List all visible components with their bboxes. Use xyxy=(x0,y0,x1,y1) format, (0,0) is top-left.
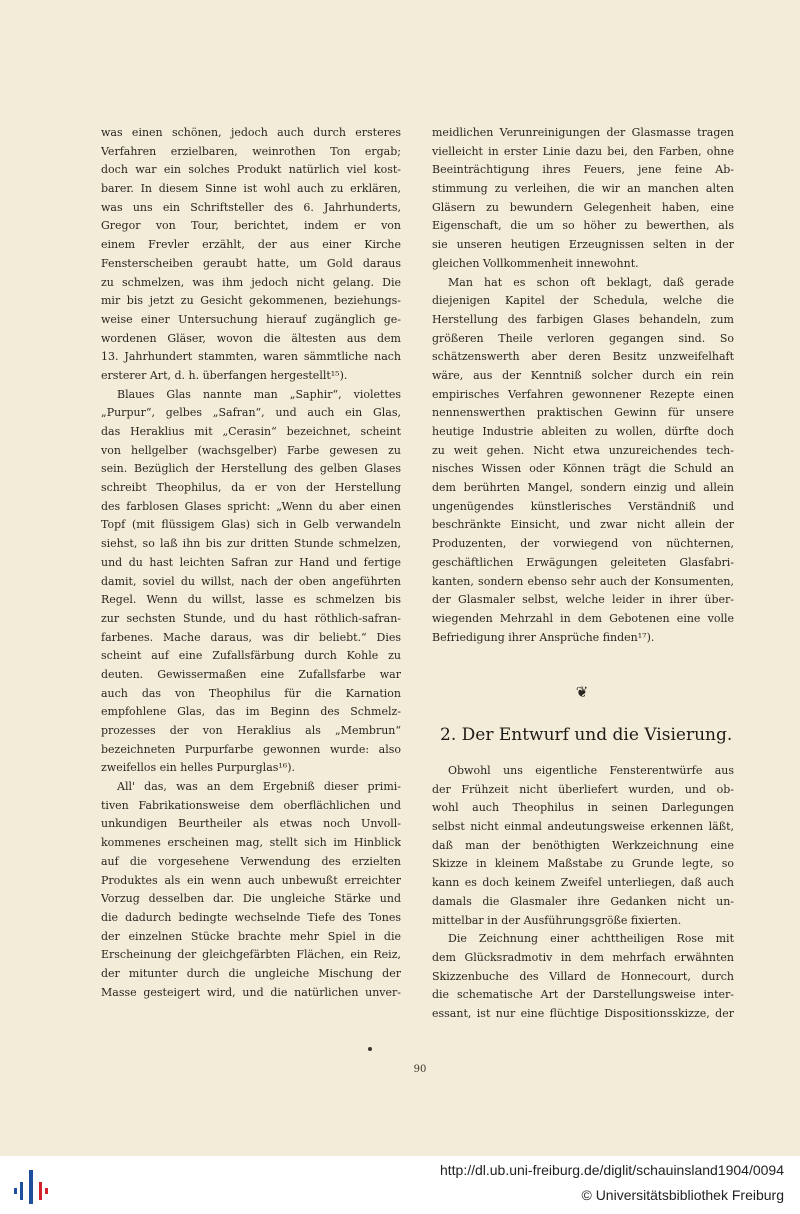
text-line: prozesses der von Heraklius als „Membrun“ xyxy=(101,724,401,737)
text-line: einem Frevler erzählt, der aus einer Kirche xyxy=(101,238,401,252)
text-line: „Purpur“, gelbes „Safran“, und auch ein Glas, xyxy=(101,406,401,420)
text-line: bezeichneten Purpurfarbe gewonnen wurde: also xyxy=(101,742,401,756)
text-line: Gläsern zu bewundern Gelegenheit haben, eine xyxy=(432,200,734,214)
text-line: Masse gesteigert wird, und die natürlichen unver- xyxy=(101,985,401,999)
text-line: deuten. Gewissermaßen eine Zufallsfarbe war xyxy=(101,667,401,681)
text-line: Befriedigung ihrer Ansprüche finden¹⁷). xyxy=(432,630,655,644)
text-line: daß man der benöthigten Werkzeichnung eine xyxy=(432,838,734,852)
text-line: mir bis jetzt zu Gesicht gekommenen, beziehungs- xyxy=(101,294,401,308)
text-line: siehst, so laß ihn bis zur dritten Stunde schmelzen, xyxy=(101,537,401,551)
text-line: damit, soviel du willst, nach der oben angeführten xyxy=(101,574,401,588)
text-line: nennenswerthen praktischen Gewinn für unsere xyxy=(432,406,734,420)
text-line: sein. Bezüglich der Herstellung des gelben Glases xyxy=(101,462,401,476)
text-line: kanten, sondern ebenso sehr auch der Konsumenten, xyxy=(432,574,734,588)
text-line: beschränkte Einsicht, und zwar nicht allein der xyxy=(432,518,734,532)
text-line: damals die Glasmaler ihre Gedanken nicht un- xyxy=(432,894,734,908)
text-line: größeren Theile verloren gegangen sind. So xyxy=(432,331,734,345)
text-line: von hellgelber (wachsgelber) Farbe gewesen zu xyxy=(101,443,401,457)
text-line: Skizzenbuche des Villard de Honnecourt, durch xyxy=(432,969,734,983)
text-line: Verfahren erzielbaren, weinrothen Ton ergab; xyxy=(101,144,401,158)
text-line: meidlichen Verunreinigungen der Glasmasse tragen xyxy=(432,126,734,139)
text-line: die schematische Art der Darstellungsweise inter- xyxy=(432,988,734,1002)
text-line: ungenügendes künstlerisches Verständniß und xyxy=(432,499,734,513)
text-line: das Heraklius mit „Cerasin“ bezeichnet, scheint xyxy=(101,425,401,438)
text-line: was uns ein Schriftsteller des 6. Jahrhunderts, xyxy=(101,200,401,214)
text-line: der Frühzeit nicht überliefert wurden, und ob- xyxy=(432,782,734,796)
text-line: Fensterscheiben geraubt hatte, um Gold daraus xyxy=(101,256,401,270)
text-line: mittelbar in der Ausführungsgröße fixierten. xyxy=(432,913,682,927)
left-text-column xyxy=(101,124,401,1002)
page-dot-mark xyxy=(368,1047,372,1051)
text-line: auf die vorgesehene Verwendung des erzielten xyxy=(101,854,401,868)
text-line: schätzenswerth aber deren Besitz unzweifelhaft xyxy=(432,350,734,364)
text-line: weise einer Untersuchung hierauf zugänglich ge- xyxy=(101,312,401,326)
text-line: schreibt Theophilus, da er von der Herstellung xyxy=(101,481,401,495)
text-line: Gregor von Tour, berichtet, indem er von xyxy=(101,219,401,233)
text-line: kann es doch keinem Zweifel unterliegen, daß auch xyxy=(432,876,734,890)
text-line: gleichen Vollkommenheit innewohnt. xyxy=(432,256,639,270)
text-line: heutige Industrie ableiten zu wollen, dürfte doch xyxy=(432,425,734,438)
text-line: dem berührten Mangel, sondern einzig und allein xyxy=(432,481,734,495)
text-line: doch war ein solches Produkt natürlich viel kost- xyxy=(101,163,401,177)
text-line: diejenigen Kapitel der Schedula, welche die xyxy=(432,294,734,308)
text-line: tiven Fabrikationsweise dem oberflächlichen und xyxy=(101,798,401,812)
text-line: nisches Wissen oder Können trägt die Schuld an xyxy=(432,462,734,476)
footer-bar xyxy=(0,1156,800,1214)
text-line: der mitunter durch die ungleiche Mischung der xyxy=(101,966,401,980)
text-line: der Glasmaler selbst, welche leider in ihrer über- xyxy=(432,593,734,607)
text-line: ersterer Art, d. h. überfangen hergestellt¹⁵). xyxy=(101,368,348,382)
text-line: Man hat es schon oft beklagt, daß gerade xyxy=(448,275,734,289)
text-line: empfohlene Glas, das im Beginn des Schmelz- xyxy=(101,705,401,719)
page-number: 90 xyxy=(413,1064,427,1075)
section-heading: 2. Der Entwurf und die Visierung. xyxy=(440,725,733,745)
text-line: wordenen Gläser, wovon die ältesten aus dem xyxy=(101,331,401,345)
fleuron-ornament-icon: ❦ xyxy=(575,683,589,701)
right-text-column-bottom xyxy=(432,762,734,1024)
text-line: farbenes. Mache daraus, was dir beliebt.“ Dies xyxy=(101,630,401,644)
text-line: und du hast leichten Safran zur Hand und fertige xyxy=(101,555,401,569)
text-line: des farblosen Glases spricht: „Wenn du aber einen xyxy=(101,499,401,513)
text-line: der einzelnen Stücke brachte mehr Spiel in die xyxy=(101,929,401,943)
text-line: Eigenschaft, die um so höher zu bewerthen, als xyxy=(432,219,734,233)
text-line: wiegenden Mehrzahl in dem Gebotenen eine volle xyxy=(432,611,734,625)
text-line: stimmung zu verleihen, die wir an manchen alten xyxy=(432,182,734,196)
text-line: die dadurch bedingte wechselnde Tiefe des Tones xyxy=(101,910,401,924)
ub-freiburg-logo-icon xyxy=(10,1166,52,1206)
text-line: Regel. Wenn du willst, lasse es schmelzen bis xyxy=(101,593,401,607)
text-line: geschäftlichen Erwägungen geleiteten Glasfabri- xyxy=(432,555,734,569)
text-line: scheint auf eine Zufallsfärbung durch Kohle zu xyxy=(101,649,401,663)
text-line: was einen schönen, jedoch auch durch ersteres xyxy=(101,126,401,139)
text-line: Blaues Glas nannte man „Saphir“, violettes xyxy=(117,387,401,401)
permalink-url[interactable]: http://dl.ub.uni-freiburg.de/diglit/schauinsland1904/0094 xyxy=(439,1162,784,1178)
text-line: Produktes als ein wenn auch unbewußt erreichter xyxy=(101,873,401,887)
text-line: Vorzug desselben dar. Die ungleiche Stärke und xyxy=(101,892,401,906)
copyright-text: © Universitätsbibliothek Freiburg xyxy=(581,1187,784,1203)
text-line: essant, ist nur eine flüchtige Dispositionsskizze, der xyxy=(432,1006,734,1020)
text-line: zur sechsten Stunde, und du hast röthlich-safran- xyxy=(101,611,401,625)
text-line: kommenes erscheinen mag, stellt sich im Hinblick xyxy=(101,836,401,850)
text-line: zweifellos ein helles Purpurglas¹⁶). xyxy=(101,761,296,775)
text-line: wohl auch Theophilus in seinen Darlegungen xyxy=(432,801,734,815)
text-line: dem Glücksradmotiv in dem mehrfach erwähnten xyxy=(432,950,734,964)
text-line: Skizze in kleinem Maßstabe zu Grunde legte, so xyxy=(432,857,734,871)
text-line: Die Zeichnung einer achttheiligen Rose mit xyxy=(448,932,734,946)
text-line: Beeinträchtigung ihres Feuers, jene feine Ab- xyxy=(432,163,734,177)
text-line: barer. In diesem Sinne ist wohl auch zu erklären, xyxy=(101,182,401,196)
text-line: Topf (mit flüssigem Glas) sich in Gelb verwandeln xyxy=(101,518,401,532)
text-line: zu schmelzen, was ihm jedoch nicht gelang. Die xyxy=(101,275,401,289)
text-line: Produzenten, der vorwiegend von nüchternen, xyxy=(432,537,734,551)
right-text-column-top xyxy=(432,124,734,647)
text-line: empirisches Verfahren gewonnener Rezepte einen xyxy=(432,387,734,401)
text-line: wäre, aus der Kenntniß solcher durch ein rein xyxy=(432,368,734,382)
text-line: vielleicht in erster Linie dazu bei, den Farben, ohne xyxy=(432,144,734,158)
text-line: All' das, was an dem Ergebniß dieser primi- xyxy=(117,780,401,794)
text-line: auch das von Theophilus für die Karnation xyxy=(101,686,401,700)
text-line: 13. Jahrhundert stammten, waren sämmtliche nach xyxy=(101,350,401,364)
text-line: Obwohl uns eigentliche Fensterentwürfe aus xyxy=(448,764,734,777)
text-line: Herstellung des farbigen Glases behandeln, zum xyxy=(432,312,734,326)
text-line: sie unseren heutigen Erzeugnissen selten in der xyxy=(432,238,734,252)
text-line: zu weit gehen. Nicht etwa unzureichendes tech- xyxy=(432,443,734,457)
text-line: selbst nicht einmal andeutungsweise erkennen läßt, xyxy=(432,820,734,834)
text-line: Erscheinung der gleichgefärbten Flächen, ein Reiz, xyxy=(101,948,401,962)
text-line: unkundigen Beurtheiler als etwas noch Unvoll- xyxy=(101,817,401,831)
